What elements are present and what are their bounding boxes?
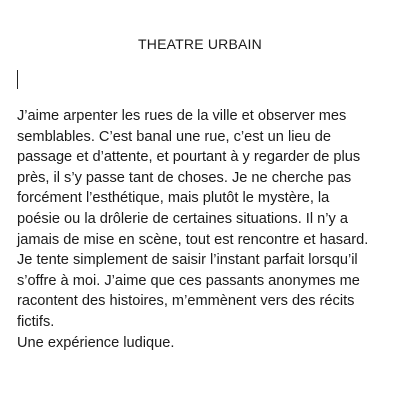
- paragraph-line: Je tente simplement de saisir l’instant parfait lorsqu’il: [17, 252, 358, 269]
- paragraph-line: s’offre à moi. J’aime que ces passants anonymes me: [17, 272, 360, 289]
- document-title: THEATRE URBAIN: [138, 36, 262, 52]
- body-paragraph[interactable]: [17, 106, 392, 353]
- paragraph-line: fictifs.: [17, 313, 55, 330]
- paragraph-line: racontent des histoires, m’emmènent vers des récits: [17, 293, 355, 310]
- paragraph-line: forcément l’esthétique, mais plutôt le mystère, la: [17, 190, 330, 207]
- text-cursor: [17, 70, 18, 89]
- paragraph-line: J’aime arpenter les rues de la ville et observer mes: [17, 108, 347, 124]
- paragraph-line: près, il s’y passe tant de choses. Je ne cherche pas: [17, 169, 352, 186]
- paragraph-line: poésie ou la drôlerie de certaines situations. Il n’y a: [17, 210, 348, 227]
- paragraph-line: semblables. C’est banal une rue, c’est un lieu de: [17, 128, 331, 145]
- paragraph-line: passage et d’attente, et pourtant à y regarder de plus: [17, 149, 361, 166]
- paragraph-line: Une expérience ludique.: [17, 334, 175, 351]
- paragraph-line: jamais de mise en scène, tout est rencontre et hasard.: [17, 231, 369, 248]
